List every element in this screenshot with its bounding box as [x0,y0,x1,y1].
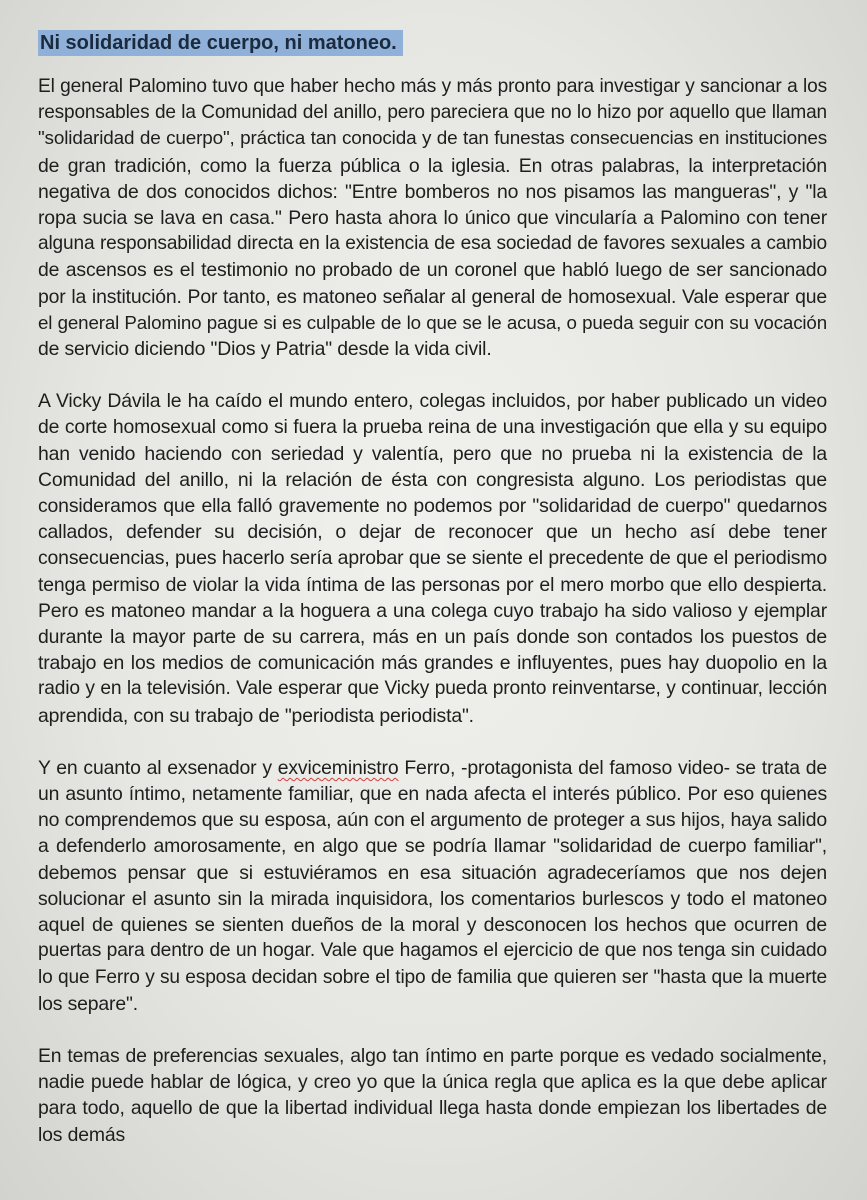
text-line: debemos pensar que si estuviéramos en esa situación agradeceríamos que nos dejen [38,861,827,884]
text-line: por la institución. Por tanto, es matoneo señalar al general de homosexual. Vale esperar que [38,285,827,308]
text-line: solucionar el asunto sin la mirada inquisidora, los comentarios burlescos y todo el matoneo [38,887,827,910]
text-line: de corte homosexual como si fuera la prueba reina de una investigación que ella y su equipo [38,416,827,439]
text-line: tenga permiso de violar la vida íntima de las personas por el mero morbo que ello despierta. [38,573,827,596]
text-line: a defenderlo amorosamente, en algo que se podría llamar "solidaridad de cuerpo familiar", [38,835,827,858]
paragraph-2 [38,388,827,729]
text-line: han venido haciendo con seriedad y valentía, pero que no prueba ni la existencia de la [38,442,827,465]
text-line: los demás [38,1123,126,1146]
text-line: "solidaridad de cuerpo", práctica tan conocida y de tan funestas consecuencias en instituciones [38,128,827,150]
text-line: El general Palomino tuvo que haber hecho más y más pronto para investigar y sancionar a los [38,76,827,97]
text-line: Comunidad del anillo, ni la relación de ésta con congresista alguno. Los periodistas que [38,468,827,491]
text-fragment: Y en cuanto al exsenador y [38,756,278,779]
text-line: aprendida, con su trabajo de "periodista periodista". [38,704,474,727]
text-line: nadie puede hablar de lógica, y creo yo que la única regla que aplica es la que debe aplicar [38,1071,827,1094]
text-line: puertas para dentro de un hogar. Vale que hagamos el ejercicio de que nos tenga sin cuidado [38,940,827,962]
text-line: durante la mayor parte de su carrera, más en un país donde son contados los puestos de [38,626,827,649]
text-line: el general Palomino pague si es culpable de lo que se le acusa, o pueda seguir con su vocación [38,311,827,333]
text-line: trabajo en los medios de comunicación más grandes e influyentes, pues hay duopolio en la [38,652,827,675]
text-line: consecuencias, pues hacerlo sería aprobar que se siente el precedente de que el periodismo [38,547,827,570]
text-line: no comprendemos que su esposa, aún con el argumento de proteger a sus hijos, haya salido [38,809,827,832]
text-line: aquel de quienes se sienten dueños de la moral y desconocen los hechos que ocurren de [38,914,827,937]
text-line: radio y en la televisión. Vale esperar que Vicky pueda pronto reinventarse, y continuar, lección [38,678,827,700]
text-line [38,755,827,781]
paragraph-4 [38,1043,827,1148]
text-line: los separe". [38,992,138,1015]
text-line: negativa de dos conocidos dichos: "Entre bomberos no nos pisamos las mangueras", y "la [38,180,827,203]
text-line: callados, defender su decisión, o dejar de reconocer que un hecho así debe tener [38,521,827,544]
paragraph-1 [38,74,827,362]
text-line: alguna responsabilidad directa en la existencia de esa sociedad de favores sexuales a cambio [38,233,827,255]
spellcheck-underlined-word: exviceministro [277,756,399,779]
text-line: A Vicky Dávila le ha caído el mundo entero, colegas incluidos, por haber publicado un video [38,390,827,413]
document-title: Ni solidaridad de cuerpo, ni matoneo. [38,30,403,56]
text-fragment: Ferro, -protagonista del famoso video- se trata de [398,756,827,779]
paragraph-3 [38,755,827,1017]
text-line: de gran tradición, como la fuerza pública o la iglesia. En otras palabras, la interpretación [38,154,827,177]
text-line: responsables de la Comunidad del anillo, pero pareciera que no lo hizo por aquello que llaman [38,102,827,124]
text-line: de ascensos es el testimonio no probado de un coronel que habló luego de ser sancionado [38,259,827,282]
text-line: de servicio diciendo "Dios y Patria" desde la vida civil. [38,338,492,361]
text-line: ropa sucia se lava en casa." Pero hasta ahora lo único que vincularía a Palomino con tener [38,207,827,230]
text-line: para todo, aquello de que la libertad individual llega hasta donde empiezan los libertades de [38,1097,827,1120]
text-line: Pero es matoneo mandar a la hoguera a una colega cuyo trabajo ha sido valioso y ejemplar [38,599,827,622]
text-line: En temas de preferencias sexuales, algo tan íntimo en parte porque es vedado socialmente, [38,1044,827,1067]
text-line: lo que Ferro y su esposa decidan sobre el tipo de familia que quieren ser "hasta que la muerte [38,966,827,988]
text-line: consideramos que ella falló gravemente no podemos por "solidaridad de cuerpo" quedarnos [38,495,827,518]
text-line: un asunto íntimo, netamente familiar, que en nada afecta el interés público. Por eso quienes [38,783,827,806]
